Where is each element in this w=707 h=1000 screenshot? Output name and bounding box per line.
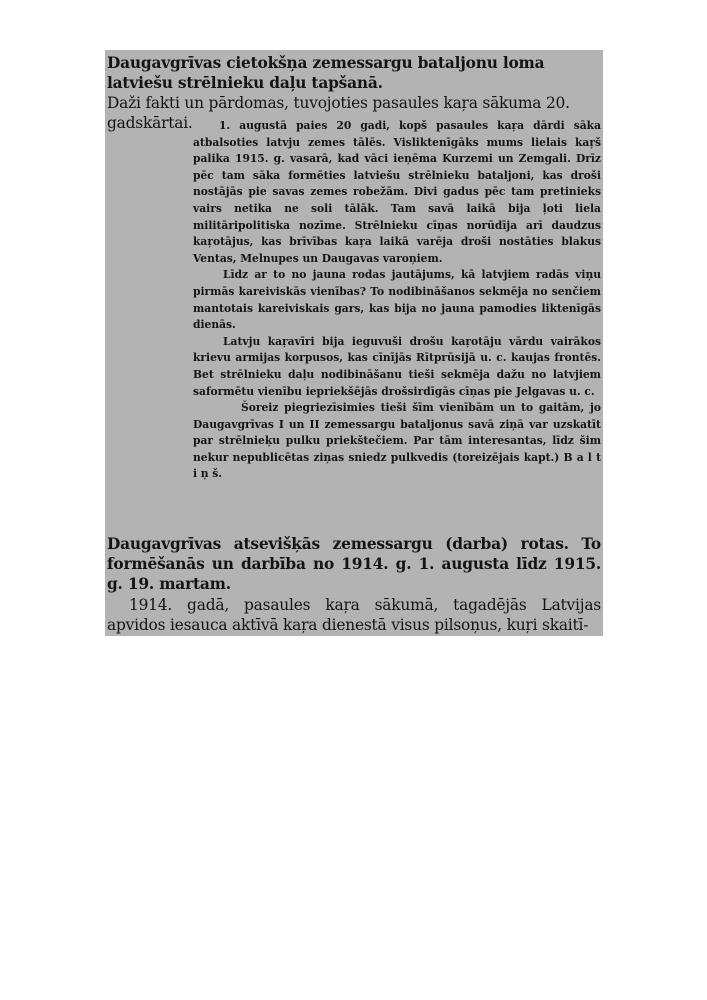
- paragraph: Šoreiz piegriezīsimies tieši šīm vienībām un to gaitām, jo Daugavgrīvas I un II zemessargu bataljonus savā ziņā var uzskatīt par strēlnieķu pulku priekštečiem. Par tām interesantas, līdz šim nekur nepublicētas ziņas sniedz pulkvedis (toreizējais kapt.) B a l t i ņ š.: [193, 401, 601, 481]
- article-column: [193, 118, 601, 483]
- paragraph: 1. augustā paies 20 gadi, kopš pasaules kaŗa dārdi sāka atbalsoties latvju zemes tālēs. Visliktenīgāks mums lielais kaŗš palika 1915. g. vasarā, kad vāci ieņēma Kurzemi un Zemgali. Drīz pēc tam sāka formēties latviešu strēlnieku bataljoni, kas droši nostājās pie savas zemes robežām. Divi gadus pēc tam pretinieks vairs netika ne soli tālāk. Tam savā laikā bija ļoti liela militāripolitiska nozīme. Strēlnieku cīņas norūdīja arī daudzus kaŗotājus, kas brīvības kaŗa laikā varēja droši nostāties blakus Ventas, Melnupes un Daugavas varoņiem.: [193, 119, 601, 265]
- section2-text: 1914. gadā, pasaules kaŗa sākumā, tagadējās Latvijas apvidos iesauca aktīvā kaŗa dienestā visus pilsoņus, kuŗi skaitī-: [107, 596, 601, 634]
- scanned-page: [105, 50, 603, 636]
- paragraph: Latvju kaŗavīri bija ieguvuši drošu kaŗotāju vārdu vairākos krievu armijas korpusos, kas cīnījās Rītprūsijā u. c. kaujas frontēs. Bet strēlnieku daļu nodibināšanu tieši sekmēja dažu no latvjiem saformētu vienību iepriekšējās drošsirdīgās cīņas pie Jelgavas u. c.: [193, 334, 601, 398]
- subtitle: Daži fakti un pārdomas, tuvojoties pasaules kaŗa sākuma 20.: [107, 94, 570, 112]
- paragraph: Līdz ar to no jauna rodas jautājums, kā latvjiem radās viņu pirmās kareiviskās vienības? To nodibināšanos sekmēja no senčiem mantotais kareiviskais gars, kas bija no jauna pamodies liktenīgās dienās.: [193, 268, 601, 332]
- subtitle-continuation: gadskārtai.: [107, 114, 193, 132]
- section2-title: Daugavgrīvas atsevišķās zemessargu (darba) rotas. To formēšanās un darbība no 1914. g. 1. augusta līdz 1915. g. 19. martam.: [107, 535, 601, 594]
- section-title: Daugavgrīvas cietokšņa zemessargu bataljonu loma latviešu strēlnieku daļu tapšanā.: [107, 54, 545, 92]
